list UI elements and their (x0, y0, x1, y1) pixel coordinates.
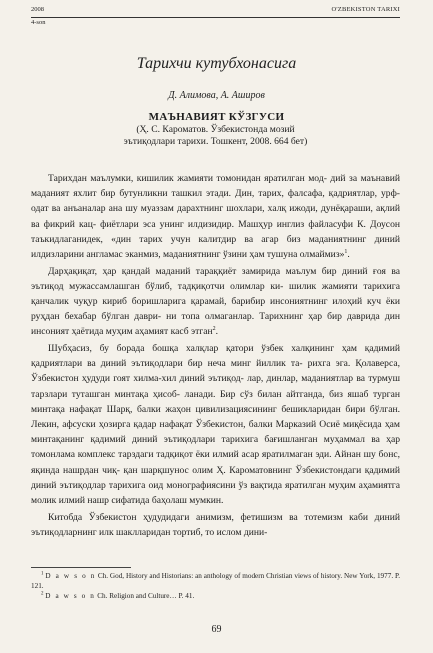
paragraph (31, 341, 400, 508)
section-title: Тарихчи кутубхонасига (136, 55, 297, 72)
footnote (31, 591, 400, 601)
page-number: 69 (211, 624, 222, 635)
header-issue: 4-son (31, 19, 46, 26)
header-year: 2008 (31, 6, 44, 13)
authors: Д. Алимова, А. Аширов (168, 90, 265, 101)
footnote-text: Ch. God, History and Historians: an anthology of modern Christian views of history. New York, 1977. P. 121. (31, 572, 401, 590)
footnote-text: Ch. Religion and Culture… P. 41. (95, 592, 195, 600)
header-journal: O'ZBEKISTON TARIXI (331, 6, 400, 13)
footnotes (31, 571, 400, 601)
footnote-ref[interactable]: 2 (212, 326, 216, 333)
paragraph-text: Китобда Ўзбекистон ҳудудидаги анимизм, фетишизм ва тотемизм каби диний эътиқодларнинг илк шаклларидан тортиб, то ислом дини- (31, 511, 400, 538)
paragraph: Дарҳақиқат, ҳар қандай маданий тараққиёт замирида маълум бир диний ғоя ва эътиқод мужассамлашган бўлиб, тадқиқотчи олимлар ки- шилик жамияти тарихига қанчалик чуқур кириб боришларига қарамай, барибир инсониятнинг илоҳий куч ёки руҳдан бехабар бўлган даври- ни топа олмаганлар. Тарихнинг ҳар бир даврида дин инсоният ҳаётида муҳим аҳамият касб этган$^2$. (31, 265, 400, 338)
footnote-rule (31, 567, 131, 568)
paragraph-text: Дарҳақиқат, ҳар қандай маданий тараққиёт замирида маълум бир диний ғоя ва эътиқод мужассамлашган бўлиб, тадқиқотчи олимлар ки- шилик жамияти тарихига қанчалик чуқур кириб боришларига қарамай, барибир инсониятнинг илоҳий куч ёки руҳдан бехабар бўлган даври- ни топа олмаганлар. Тарихнинг ҳар бир даврида дин инсоният ҳаётида муҳим аҳамият касб этган (31, 265, 400, 338)
running-header (31, 6, 400, 16)
paragraph: Тарихдан маълумки, кишилик жамияти томонидан яратилган мод- дий за маънавий маданият яхлит бир бутунликни ташкил этади. Дин, тарих, фалсафа, қадриятлар, урф-одат ва анъаналар ана шу муаззам дарахтнинг шохлари, халқ ижоди, дунёқараши, ақлий ва фикрий кац- фиётлари эса унинг илдизидир. Машҳур инглиз файласуфи К. Доусон таъкидлаганидек, «дин тарих учун калитдир ва агар биз маданиятнинг диний илдизларини англамас эканмиз, маданиятнинг ўзини ҳам тушуна олмаймиз»$^1$. (31, 173, 400, 261)
book-reference-line-2: эътиқодлари тарихи. Тошкент, 2008. 664 бет) (123, 136, 308, 148)
book-reference-line-1: (Ҳ. С. Кароматов. Ўзбекистонда мозий (136, 124, 295, 135)
footnote (31, 571, 400, 591)
book-reference (60, 124, 371, 148)
paragraph-text: Шубҳасиз, бу борада бошқа халқлар қатори ўзбек халқининг ҳам қадимий қадриятлари ва диний эътиқодлари бир неча минг йиллик та- рихга эга. Қолаверса, Ўзбекистон ҳудуди гоят хилма-хил диний эътиқод- лар, динлар, маданиятлар ва турмуш тарзлари туташган минтақа ҳисоб- ланади. Бир сўз билан айтганда, биз яшаб турган минтақа нафақат Шарқ, балки жаҳон цивилизациясининг бешикларидан бири бўлган. Лекин, афсуски ҳозирга қадар нафақат Ўзбекистон, балки Марказий Осиё миқёсида ҳам минтақанинг қадимий диний эътиқодлари тарихига бағишланган муҳаммал ва ҳар томонлама комплекс тарздаги тадқиқот ёки илмий асар яратилмаган эди. Айнан шу бонс, яқинда нашрдан чиқ- қан шарқшунос олим Ҳ. Кароматовнинг Ўзбекистондаги қадимий диний эътиқодлар тарихига оид монографиясини ўз вақтида яратилган муҳим аҳамиятга молик илмий нашр сифатида баҳолаш мумкин. (31, 343, 400, 507)
footnote-number: 2 (41, 591, 44, 597)
footnote-ref[interactable]: 1 (344, 248, 348, 255)
paragraph-text: Тарихдан маълумки, кишилик жамияти томонидан яратилган мод- дий за маънавий маданият яхлит бир бутунликни ташкил этади. Дин, тарих, фалсафа, қадриятлар, урф-одат ва анъаналар ана шу муаззам дарахтнинг шохлари, халқ ижоди, дунёқараши, ақлий ва фикрий кац- фиётлари эса унинг илдизидир. Машҳур инглиз файласуфи К. Доусон таъкидлаганидек, «дин тарих учун калитдир ва агар биз маданиятнинг диний илдизларини англамас эканмиз, маданиятнинг ўзини ҳам тушуна олмаймиз» (31, 173, 400, 261)
footnote-author: D a w s o n (45, 592, 96, 600)
header-rule (31, 17, 400, 18)
review-title: МАЪНАВИЯТ КЎЗГУСИ (148, 111, 285, 123)
footnote-number: 1 (41, 571, 44, 577)
article-body (31, 171, 400, 541)
paragraph (31, 510, 400, 540)
footnote-author: D a w s o n (45, 572, 96, 580)
